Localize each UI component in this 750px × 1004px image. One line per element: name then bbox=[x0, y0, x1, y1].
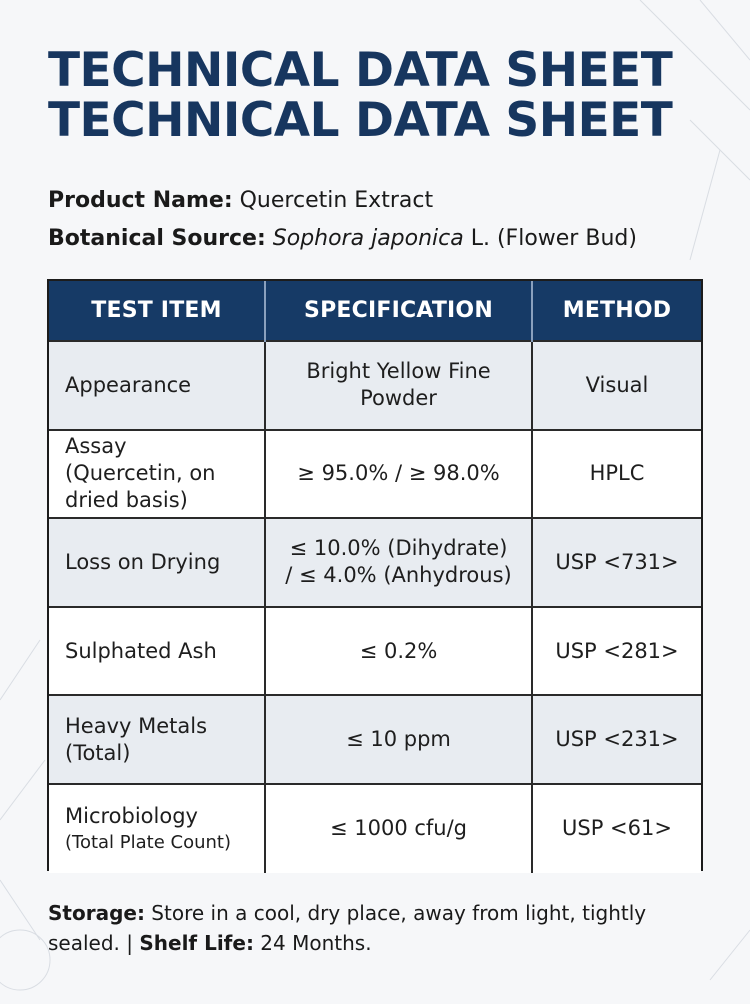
table-row bbox=[49, 430, 701, 519]
method-cell: HPLC bbox=[532, 430, 701, 519]
storage-label: Storage: bbox=[48, 901, 145, 925]
page-title bbox=[48, 43, 673, 148]
table-row bbox=[49, 607, 701, 696]
botanical-source-rest: L. (Flower Bud) bbox=[463, 226, 637, 251]
method-cell: USP <281> bbox=[532, 607, 701, 696]
product-info bbox=[48, 182, 637, 258]
header-specification: SPECIFICATION bbox=[265, 281, 532, 341]
method-cell: USP <731> bbox=[532, 518, 701, 607]
specification-cell: ≤ 10.0% (Dihydrate) / ≤ 4.0% (Anhydrous) bbox=[265, 518, 532, 607]
header-method: METHOD bbox=[532, 281, 701, 341]
test-item-cell: Assay (Quercetin, on dried basis) bbox=[49, 430, 265, 519]
test-item-cell bbox=[49, 784, 265, 873]
product-name-row bbox=[48, 182, 637, 220]
table-row bbox=[49, 518, 701, 607]
test-item-cell: Heavy Metals (Total) bbox=[49, 695, 265, 784]
specification-cell: ≤ 0.2% bbox=[265, 607, 532, 696]
spec-table bbox=[47, 279, 703, 871]
test-item-title: Microbiology bbox=[65, 803, 198, 828]
method-cell: USP <61> bbox=[532, 784, 701, 873]
table-row bbox=[49, 695, 701, 784]
header-test-item: TEST ITEM bbox=[49, 281, 265, 341]
botanical-species: Sophora japonica bbox=[272, 226, 464, 251]
botanical-source-row bbox=[48, 220, 637, 258]
storage-text: Store in a cool, dry place, away from light, tightly sealed. bbox=[48, 901, 647, 955]
specification-cell: ≤ 10 ppm bbox=[265, 695, 532, 784]
shelf-life-label: Shelf Life: bbox=[139, 931, 254, 955]
method-cell: USP <231> bbox=[532, 695, 701, 784]
footer-separator: | bbox=[119, 931, 140, 955]
test-item-subtitle: (Total Plate Count) bbox=[65, 831, 231, 853]
table-row bbox=[49, 784, 701, 873]
method-cell: Visual bbox=[532, 341, 701, 430]
product-name-label: Product Name: bbox=[48, 188, 233, 213]
title-line-2: TECHNICAL DATA SHEET bbox=[48, 93, 673, 148]
table-row bbox=[49, 341, 701, 430]
shelf-life-text: 24 Months. bbox=[253, 931, 372, 955]
table-header-row bbox=[49, 281, 701, 341]
specification-cell: ≥ 95.0% / ≥ 98.0% bbox=[265, 430, 532, 519]
storage-footer bbox=[48, 898, 708, 958]
test-item-cell: Appearance bbox=[49, 341, 265, 430]
botanical-source-label: Botanical Source: bbox=[48, 226, 266, 251]
product-name-value: Quercetin Extract bbox=[232, 188, 434, 213]
test-item-cell: Loss on Drying bbox=[49, 518, 265, 607]
specification-cell: Bright Yellow Fine Powder bbox=[265, 341, 532, 430]
specification-cell: ≤ 1000 cfu/g bbox=[265, 784, 532, 873]
title-line-1: TECHNICAL DATA SHEET bbox=[48, 43, 673, 98]
test-item-cell: Sulphated Ash bbox=[49, 607, 265, 696]
